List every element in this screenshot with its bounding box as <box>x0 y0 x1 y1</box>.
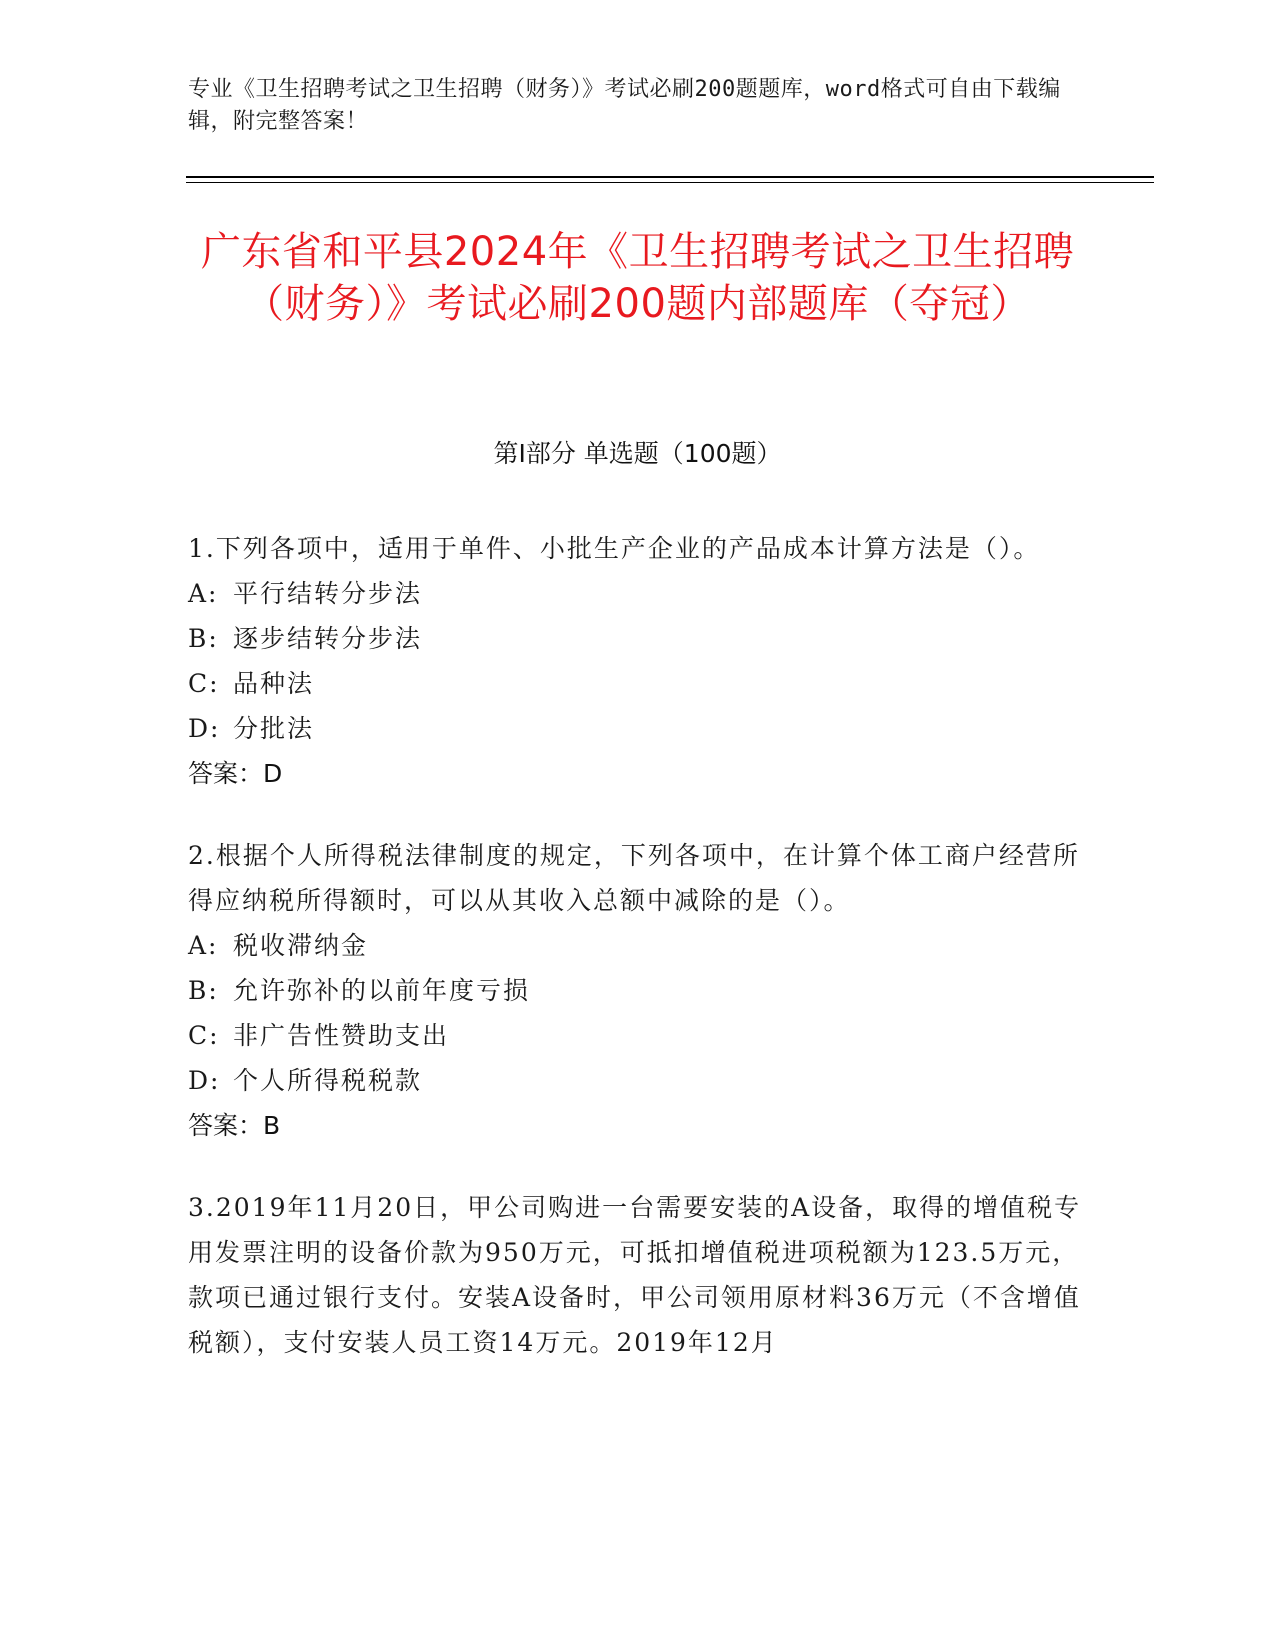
question-answer: 答案：D <box>188 759 283 788</box>
question-option-d <box>188 1058 1083 1103</box>
option-text: 品种法 <box>233 669 315 698</box>
header-rule-thick <box>186 176 1154 178</box>
option-text: 允许弥补的以前年度亏损 <box>233 976 531 1005</box>
option-text: 非广告性赞助支出 <box>233 1021 450 1050</box>
option-letter: B: <box>188 976 219 1005</box>
option-letter: A: <box>188 931 219 960</box>
question-stem: 3.2019年11月20日，甲公司购进一台需要安装的A设备，取得的增值税专用发票注明的设备价款为950万元，可抵扣增值税进项税额为123.5万元，款项已通过银行支付。安装A设备时，甲公司领用原材料36万元（不含增值税额），支付安装人员工资14万元。2019年12月 <box>188 1193 1082 1357</box>
question-option-b <box>188 616 1083 661</box>
section-heading: 第I部分 单选题（100题） <box>493 439 782 468</box>
question-option-a <box>188 571 1083 616</box>
option-letter: D: <box>188 714 221 743</box>
option-text: 逐步结转分步法 <box>233 624 423 653</box>
option-letter: D: <box>188 1066 221 1095</box>
question-option-d <box>188 706 1083 751</box>
option-text: 分批法 <box>233 714 315 743</box>
option-letter: C: <box>188 669 220 698</box>
question-1 <box>188 526 1083 796</box>
question-option-b <box>188 968 1083 1013</box>
option-letter: B: <box>188 624 219 653</box>
option-letter: C: <box>188 1021 220 1050</box>
question-option-a <box>188 923 1083 968</box>
document-title: 广东省和平县2024年《卫生招聘考试之卫生招聘（财务）》考试必刷200题内部题库（夺冠） <box>200 229 1075 327</box>
question-stem: 2.根据个人所得税法律制度的规定，下列各项中，在计算个体工商户经营所得应纳税所得额时，可以从其收入总额中减除的是（）。 <box>188 841 1080 915</box>
question-option-c <box>188 1013 1083 1058</box>
option-text: 平行结转分步法 <box>233 579 423 608</box>
question-answer: 答案：B <box>188 1111 281 1140</box>
question-3 <box>188 1185 1083 1365</box>
header-note: 专业《卫生招聘考试之卫生招聘（财务）》考试必刷200题题库，word格式可自由下载编辑，附完整答案！ <box>188 77 1061 134</box>
option-letter: A: <box>188 579 219 608</box>
question-stem: 1.下列各项中，适用于单件、小批生产企业的产品成本计算方法是（）。 <box>188 534 1041 563</box>
option-text: 税收滞纳金 <box>233 931 369 960</box>
header-rule-thin <box>186 182 1154 183</box>
question-list <box>188 526 1083 1402</box>
question-option-c <box>188 661 1083 706</box>
option-text: 个人所得税税款 <box>233 1066 423 1095</box>
question-2 <box>188 833 1083 1148</box>
